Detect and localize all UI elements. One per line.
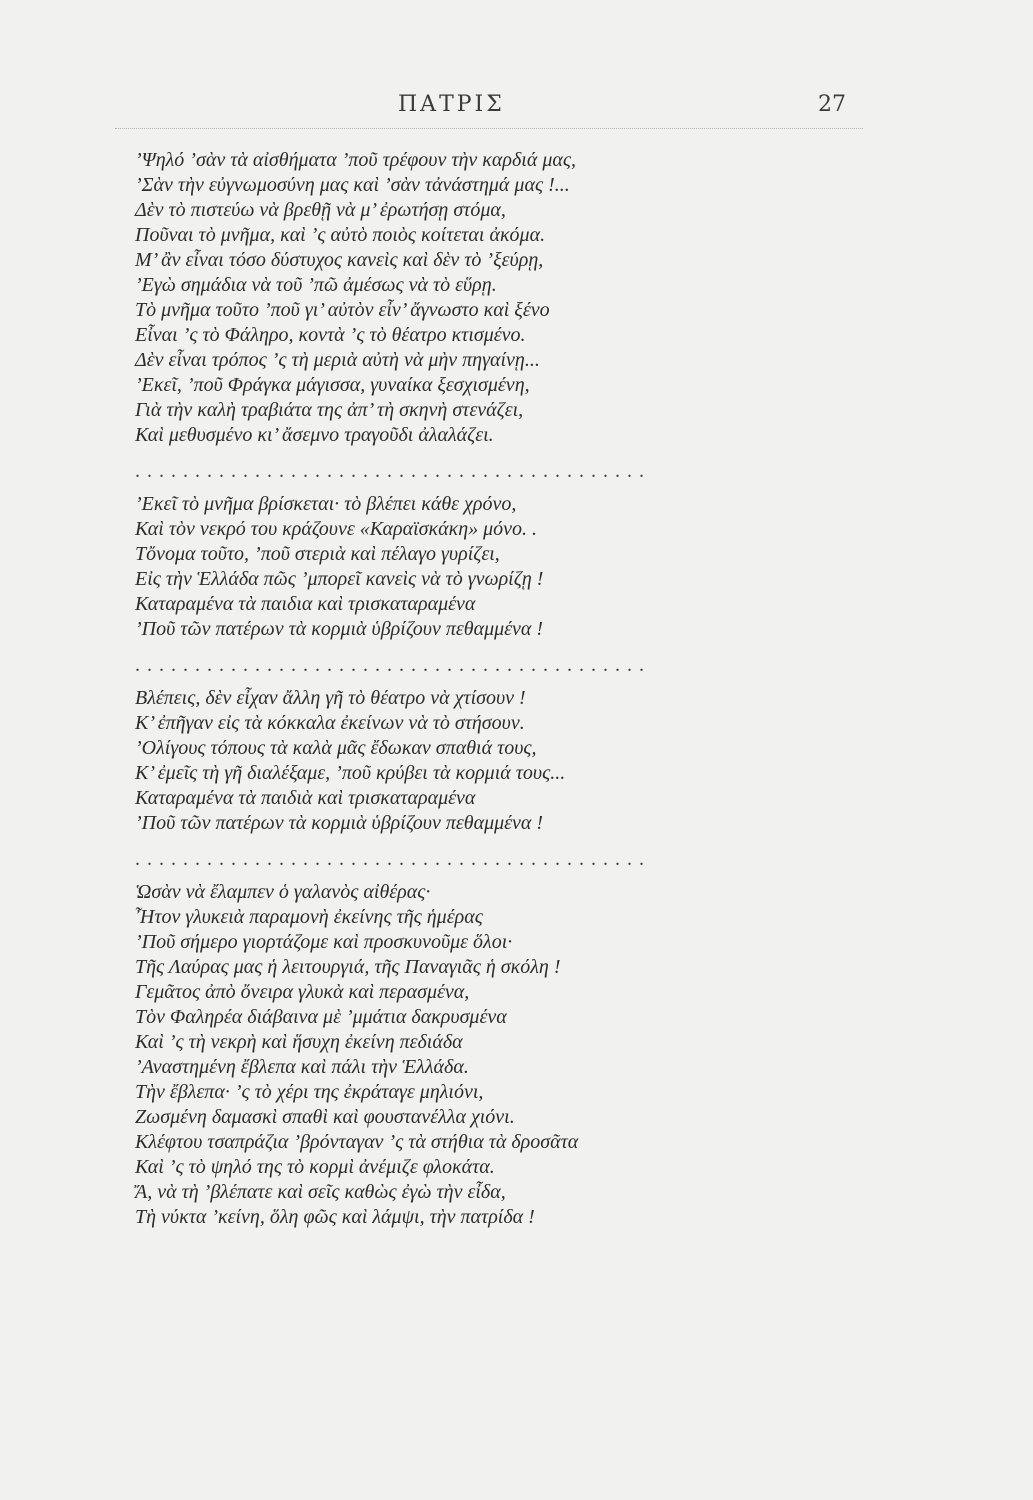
verse-line: Ἄ, νὰ τὴ ’βλέπατε καὶ σεῖς καθὼς ἐγὼ τὴν εἶδα, — [135, 1181, 506, 1203]
verse-line: Τὴ νύκτα ’κείνη, ὅλη φῶς καὶ λάμψι, τὴν πατρίδα ! — [135, 1206, 535, 1228]
verse-line: Γιὰ τὴν καλὴ τραβιάτα της ἀπ’ τὴ σκηνὴ στενάζει, — [135, 399, 524, 421]
page-number: 27 — [818, 92, 846, 117]
verse-line: Εἶναι ’ς τὸ Φάληρο, κοντὰ ’ς τὸ θέατρο κτισμένο. — [135, 324, 526, 346]
verse-line: Τὴν ἔβλεπα· ’ς τὸ χέρι της ἐκράταγε μηλιόνι, — [135, 1081, 484, 1103]
verse-line: Βλέπεις, δὲν εἶχαν ἄλλη γῆ τὸ θέατρο νὰ χτίσουν ! — [135, 687, 526, 709]
verse-line: Καταραμένα τὰ παιδια καὶ τρισκαταραμένα — [135, 593, 476, 615]
verse-line: Καὶ ’ς τὸ ψηλό της τὸ κορμὶ ἀνέμιζε φλοκάτα. — [135, 1156, 495, 1178]
verse-line: Κ’ ἐπῆγαν εἰς τὰ κόκκαλα ἐκείνων νὰ τὸ στήσουν. — [135, 712, 525, 734]
verse-line: Εἰς τὴν Ἑλλάδα πῶς ’μπορεῖ κανεὶς νὰ τὸ γνωρίζῃ ! — [135, 568, 544, 590]
verse-line: Ζωσμένη δαμασκὶ σπαθὶ καὶ φουστανέλλα χιόνι. — [135, 1106, 515, 1128]
stanza-2 — [135, 492, 825, 642]
verse-line: ’Ολίγους τόπους τὰ καλὰ μᾶς ἔδωκαν σπαθιά τους, — [135, 737, 537, 759]
verse-line: Καὶ τὸν νεκρό του κράζουνε «Καραϊσκάκη» μόνο. . — [135, 518, 538, 540]
verse-line: Καταραμένα τὰ παιδιὰ καὶ τρισκαταραμένα — [135, 787, 476, 809]
verse-line: ’Εκεῖ, ’ποῦ Φράγκα μάγισσα, γυναίκα ξεσχισμένη, — [135, 374, 530, 396]
verse-line: ’Σὰν τὴν εὐγνωμοσύνη μας καὶ ’σὰν τἀνάστημά μας !... — [135, 174, 570, 196]
verse-line: ’Ψηλό ’σὰν τὰ αἰσθήματα ’ποῦ τρέφουν τὴν καρδιά μας, — [135, 149, 576, 171]
verse-line: Ποῦναι τὸ μνῆμα, καὶ ’ς αὐτὸ ποιὸς κοίτεται ἀκόμα. — [135, 224, 546, 246]
verse-line: Τῆς Λαύρας μας ἡ λειτουργιά, τῆς Παναγιᾶς ἡ σκόλη ! — [135, 956, 561, 978]
running-head: ΠΑΤΡΙΣ — [398, 92, 505, 117]
verse-line: Καὶ μεθυσμένο κι’ ἄσεμνο τραγοῦδι ἀλαλάζει. — [135, 424, 494, 446]
verse-line: ’Ποῦ σήμερο γιορτάζομε καὶ προσκυνοῦμε ὅλοι· — [135, 931, 513, 953]
verse-line: Τὸν Φαληρέα διάβαινα μὲ ’μμάτια δακρυσμένα — [135, 1006, 507, 1028]
verse-line: ’Αναστημένη ἔβλεπα καὶ πάλι τὴν Ἑλλάδα. — [135, 1056, 469, 1078]
stanza-3 — [135, 686, 825, 836]
stanza-separator: ........................................... — [135, 654, 651, 676]
verse-line: Τὸ μνῆμα τοῦτο ’ποῦ γι’ αὐτὸν εἶν’ ἄγνωστο καὶ ξένο — [135, 299, 550, 321]
verse-line: Μ’ ἂν εἶναι τόσο δύστυχος κανεὶς καὶ δὲν τὸ ’ξεύρῃ, — [135, 249, 544, 271]
verse-line: Καὶ ’ς τὴ νεκρὴ καὶ ἥσυχη ἐκείνη πεδιάδα — [135, 1031, 463, 1053]
header-rule — [115, 128, 863, 129]
stanza-4 — [135, 880, 825, 1230]
verse-line: Ὡσὰν νὰ ἔλαμπεν ὁ γαλανὸς αἰθέρας· — [135, 881, 431, 903]
poem-body — [135, 148, 825, 1230]
verse-line: ’Ποῦ τῶν πατέρων τὰ κορμιὰ ὑβρίζουν πεθαμμένα ! — [135, 618, 544, 640]
verse-line: ’Ποῦ τῶν πατέρων τὰ κορμιὰ ὑβρίζουν πεθαμμένα ! — [135, 812, 544, 834]
verse-line: Κ’ ἐμεῖς τὴ γῆ διαλέξαμε, ’ποῦ κρύβει τὰ κορμιά τους... — [135, 762, 566, 784]
verse-line: ’Εκεῖ τὸ μνῆμα βρίσκεται· τὸ βλέπει κάθε χρόνο, — [135, 493, 517, 515]
verse-line: Γεμᾶτος ἀπὸ ὄνειρα γλυκὰ καὶ περασμένα, — [135, 981, 470, 1003]
verse-line: Ἦτον γλυκειὰ παραμονὴ ἐκείνης τῆς ἡμέρας — [135, 906, 483, 928]
stanza-separator: ........................................... — [135, 460, 651, 482]
stanza-separator: ........................................... — [135, 848, 651, 870]
verse-line: Τὄνομα τοῦτο, ’ποῦ στεριὰ καὶ πέλαγο γυρίζει, — [135, 543, 500, 565]
verse-line: Δὲν εἶναι τρόπος ’ς τὴ μεριὰ αὐτὴ νὰ μὴν πηγαίνῃ... — [135, 349, 540, 371]
stanza-1 — [135, 148, 825, 448]
verse-line: ’Εγὼ σημάδια νὰ τοῦ ’πῶ ἀμέσως νὰ τὸ εὕρῃ. — [135, 274, 497, 296]
verse-line: Κλέφτου τσαπράζια ’βρόνταγαν ’ς τὰ στήθια τὰ δροσᾶτα — [135, 1131, 579, 1153]
verse-line: Δὲν τὸ πιστεύω νὰ βρεθῇ νὰ μ’ ἐρωτήσῃ στόμα, — [135, 199, 506, 221]
